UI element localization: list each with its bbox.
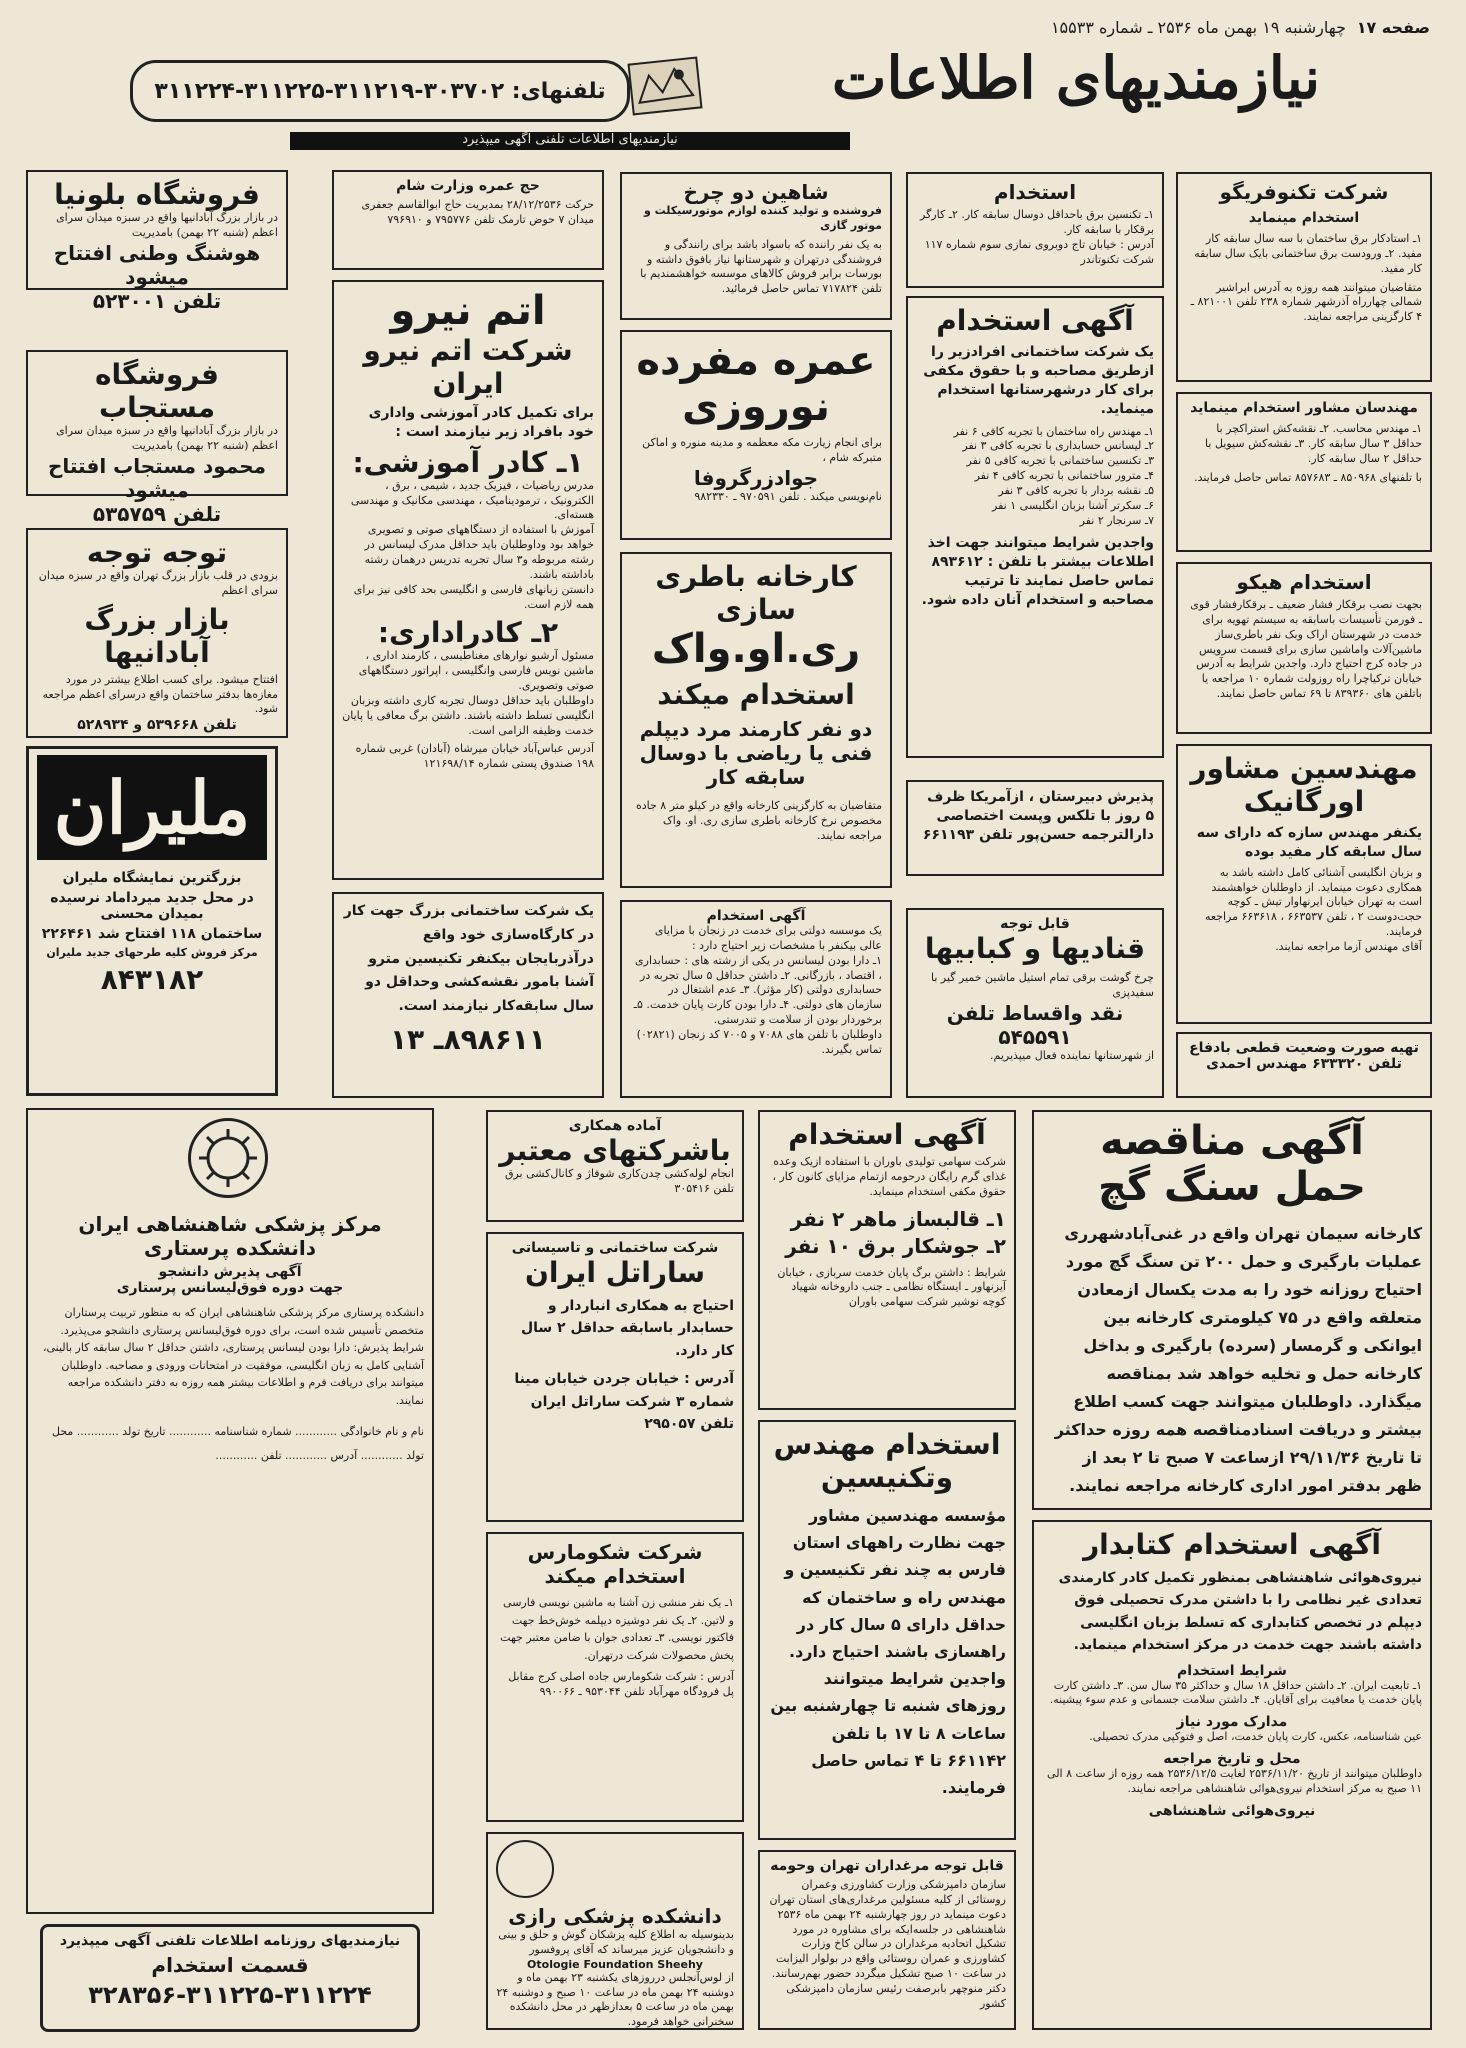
ad-list-2: ۲ـ جوشکار برق ۱۰ نفر [785,1233,1006,1258]
ad-title-2: وتکنیسین [820,1461,954,1494]
ad-list: ۱ـ مهندس محاسب. ۲ـ نقشه‌کش استراکچر با حداقل ۳ سال سابقه کار. ۳ـ نقشه‌کش سیویل با حداقل ۲ سال سابقه کار. [1205,422,1422,465]
ad-title: حج عمره وزارت شام [396,178,540,194]
ad-moshaver [1176,392,1432,552]
ad-title: شرکت شکومارس استخدام میکند [527,1540,703,1588]
ad-p5: داوطلبان باید حداقل دوسال تجربه کاری داشته وبزبان انگلیسی تسلط داشته باشند. داشتن برگ معافی یا پایان خدمت وظیفه الزامی است. [342,693,594,737]
ad-mostajab [26,350,288,526]
ad-title: آگهی استخدام [788,1118,986,1151]
ad-body: بجهت نصب برقکار فشار ضعیف ـ برقکارفشار قوی ـ فورمن تأسیسات باسابقه به سیستم تهویه برای خدمت در شهرستان اراک وبک نفر باطری‌ساز ماشین‌آلات واماشین سازی برای قسمت سرویس در جاده کرج احتیاج دارد. واجدین شرایط به آدرس خیابان ترکیاچرا راه روزولت شماره ۱۰ مراجعه یا باتلفن های ۸۳۹۳۶۰ تا ۶۹ تماس حاصل نمایند. [1190,598,1422,701]
ad-title: آماده همکاری [568,1118,662,1134]
ad-title: شرکت اتم نیرو ایران [363,334,573,400]
sub-banner: نیازمندیهای اطلاعات تلفنی آگهی میپذیرد [290,132,850,150]
atom-logo: اتم نیرو [390,288,546,334]
ad-title-2: ساراتل ایران [524,1256,706,1289]
ad-line-4: مرکز فروش کلیه طرحهای جدید ملیران [46,946,258,959]
ad-body-2: افتتاح میشود. برای کسب اطلاع بیشتر در مورد مغازه‌ها بدفتر ساختمان واقع درسرای اعظم مراجعه شود. [42,672,278,716]
ad-title: توجه توجه [86,536,228,569]
masthead-title: نیازمندیهای اطلاعات [831,44,1321,112]
ad-body-2: از لوس‌آنجلس درروزهای یکشنبه ۲۳ بهمن ماه و دوشنبه ۲۴ بهمن ماه در ساعت ۱۰ صبح و دوشنبه ۲۴ بهمن ماه در ساعت ۵ بعدازظهر در محل دانشکده سخنرانی خواهد فرمود. [496,1970,734,2029]
ad-phone: تلفن ۵۳۹۶۶۸ و ۵۲۸۹۳۴ [77,717,237,734]
ad-body: برای انجام زیارت مکه معظمه و مدینه منوره و اماکن متبرکه شام ، [642,436,882,464]
ad-heading-1: ۱ـ کادر آموزشی: [352,445,584,479]
ad-umrah [620,330,892,540]
list-item: ۶ـ سکرتر آشنا بزبان انگلیسی ۱ نفر [992,498,1154,512]
ad-body: سازمان دامپزشکی وزارت کشاورزی وعمران روستائی از کلیه مسئولین مرغداری‌های استان تهران دعوت مینماید در روز چهارشنبه ۲۴ بهمن ماه ۲۵۳۶ شاهنشاهی در جلسه‌ایکه برای مشاوره در مورد تشکیل اتحادیه مرغداران در سالن کاخ وزارت کشاورزی و عمران روستائی واقع در بولوار الیزابت در ساعت ۱۰ صبح تشکیل میگردد حضور بهم‌رسانند. [769,1878,1006,1981]
ad-big: بازار بزرگ آبادانیها [84,602,230,669]
ad-body: احتیاج به همکاری انباردار و حسابدار باسابقه حداقل ۲ سال کار دارد. [520,1298,734,1359]
bottom-banner [40,1924,420,2032]
list-item: ۴ـ مترور ساختمانی با تجربه کافی ۴ نفر [974,469,1154,483]
ad-phone: داوطلبان با تلفن های ۷۰۸۸ و ۷۰۰۵ کد زنجان (۰۲۸۲۱) تماس بگیرند. [636,1027,882,1056]
ad-list [916,425,1154,529]
ad-body: چرخ گوشت برقی تمام استیل ماشین خمیر گیر با سفیدپزی [930,971,1154,999]
ad-title-2: ری.او.واک [651,626,861,672]
ad-body: دو نفر کارمند مرد دیپلم فنی یا ریاضی با دوسال سابقه کار [639,717,873,789]
ad-kebab [906,908,1164,1098]
ad-doc-title: مدارک مورد نیاز [1176,1714,1288,1731]
ad-sub: یکنفر مهندس سازه که دارای سه سال سابقه کار مفید بوده [1196,825,1422,860]
ad-agahi-estekhdam [906,296,1164,758]
ad-title: فروشگاه مستجاب [94,358,220,424]
ad-subtitle: استخدام مینماید [1248,210,1360,226]
ad-line-1: تهیه صورت وضعیت قطعی بادفاع [1189,1040,1419,1056]
ad-list: ۱ـ تکنسین برق باحداقل دوسال سابقه کار. ۲ـ کارگر برقکار با سابقه کار. [920,208,1154,236]
ad-body: مؤسسه مهندسین مشاور جهت نظارت راههای استان فارس به چند نفر تکنیسین و مهندس راه و ساختمان که حداقل دارای ۵ سال کار در راهسازی باشند احتیاج دارد. واجدین شرایط میتوانند روزهای شنبه تا چهارشنبه بین ساعات ۸ تا ۱۷ با تلفن ۶۶۱۱۴۲ تا ۴ تماس حاصل فرمایند. [770,1506,1006,1797]
ad-phone: ۸۹۸۶۱۱ـ ۱۳ [389,1022,547,1056]
ad-title: شرکت ساختمانی و تاسیساتی [511,1240,719,1256]
melliran-logo: ملیران [37,755,267,860]
ad-address: آدرس : شرکت شکومارس جاده اصلی کرج مقابل پل فرودگاه مهرآباد تلفن ۹۵۳۰۴۴ ـ ۹۹۰۰۶۶ [508,1670,734,1699]
ad-hajj [332,170,604,270]
ad-title-2: قنادیها و کبابیها [924,932,1146,965]
ad-body: بزودی در قلب بازار بزرگ تهران واقع در سبزه میدان سرای اعظم [38,569,278,597]
ad-title: آگهی استخدام کتابدار [1083,1528,1381,1561]
ad-phone: نام‌نویسی میکند . تلفن ۹۷۰۵۹۱ ـ ۹۸۲۳۳۰ [694,489,882,503]
banner-line-1: نیازمندیهای روزنامه اطلاعات تلفنی آگهی میپذیرد [59,1933,401,1949]
ad-phone: تلفن ۵۲۳۰۰۱ [92,288,222,313]
ad-body: یک موسسه دولتی برای خدمت در زنجان با مزایای عالی بیکنفر با مشخصات زیر احتیاج دارد : [654,924,882,952]
phones-box [130,60,630,122]
ad-razi [486,1832,744,2030]
ad-place-title: محل و تاریخ مراجعه [1163,1751,1301,1768]
university-seal-icon [496,1840,554,1898]
list-item: ۱ـ مهندس راه ساختمان با تجربه کافی ۶ نفر [953,424,1154,438]
ad-body: حرکت ۲۸/۱۲/۲۵۳۶ بمدیریت حاج ابوالقاسم جعفری میدان ۷ حوض تارمک تلفن ۷۹۵۷۷۶ و ۷۹۶۹۱۰ [361,198,594,226]
ad-body: شرایط : داشتن برگ پایان خدمت سربازی ، خیابان آیزنهاور ـ ایستگاه نظامی ـ جنب داروخانه شهیاد کوچه نوشیر شرکت سهامی باوران [777,1265,1006,1309]
ad-title: آگهی پذیرش دانشجو [158,1264,302,1280]
ad-org: مرکز پزشکی شاهنشاهی ایران [78,1212,382,1236]
ad-form: نام و نام خانوادگی ............ شماره شناسنامه ............ تاریخ تولد ............ محل تولد ............ آدرس ............ تلفن ............ [51,1424,424,1462]
ad-title: عمره مفرده [636,338,876,384]
ad-line-1: بزرگترین نمایشگاه ملیران [62,870,242,886]
ad-intro: برای تکمیل کادر آموزشی واداری خود بافراد زیر نیازمند است : [368,405,594,440]
ad-body: در بازار بزرگ آبادانیها واقع در سبزه میدان سرای اعظم (شنبه ۲۲ بهمن) بامدیریت [56,424,278,452]
list-item: ۳ـ تکنسین ساختمانی با تجربه کافی ۵ نفر [966,454,1154,468]
ad-body: و بزبان انگلیسی آشنائی کامل داشته باشد به همکاری دعوت مینماید. از داوطلبان خواهشمند است به تهران خیابان ایرنهاوار تیش ـ کوچه حجت‌دوست ۲ ، تلفن ۶۶۳۵۳۷ ، ۶۶۳۶۱۸ مراجعه فرمایند. [1204,865,1422,939]
ad-heko [1176,562,1432,734]
ad-list: ۱ـ استادکار برق ساختمان با سه سال سابقه کار مفید. ۲ـ ورودست برق ساختمانی بایک سال سابقه کار مفید. [1194,232,1422,275]
ad-body: واجدین شرایط میتوانند جهت اخذ اطلاعات بیشتر با تلفن : ۸۹۳۶۱۲ تماس حاصل نمایند تا ترتیب مصاحبه و استخدام آنان داده شود. [921,535,1154,609]
ad-tavajoh [26,528,288,738]
ad-name: جوادزرگروفا [693,465,819,490]
ad-tender [1032,1110,1432,1510]
ad-title: مهندسان مشاور استخدام مینماید [1190,400,1418,416]
page-header [0,0,1466,150]
ad-title: مهندسین مشاور [1190,752,1418,785]
ad-body: یک شرکت ساختمانی بزرگ جهت کار در کارگاه‌سازی خود واقع درآذربایجان بیکنفر تکنیسین مترو آشنا بامور نقشه‌کشی وحداقل دو سال سابقه‌کار نیازمند است. [343,903,594,1015]
ad-foot: آقای مهندس آزما مراجعه نمایند. [1275,940,1422,953]
ad-address: آدرس عباس‌آباد خیابان میرشاه (آبادان) غربی شماره ۱۹۸ صندوق پستی شماره ۱۲۱۶۹۸/۱۴ [355,742,594,771]
ad-hamkari [486,1110,744,1222]
phones-text: تلفنهای: ۳۰۳۷۰۲-۳۱۱۲۱۹-۳۱۱۲۲۵-۳۱۱۲۲۴ [154,78,606,104]
ad-title: قابل توجه مرغداران تهران وحومه [770,1858,1004,1874]
ad-list-1: ۱ـ قالبساز ماهر ۲ نفر [790,1206,1006,1231]
ad-bolonia [26,170,288,313]
ad-phone: ۸۴۳۱۸۲ [100,963,204,996]
ad-baran [758,1110,1016,1410]
ad-body-1: بدینوسیله به اطلاع کلیه پزشکان گوش و حلق و بینی و دانشجویان عزیز میرساند که آقای پروفسور [498,1928,734,1956]
ad-body-2: به یک نفر راننده که باسواد باشد برای رانندگی و فروشندگی درتهران و شهرستانها نیاز بافوق داشته و بورسات برابر فروش کالاهای موسسه خواهشمندیم با تلفن ۷۱۷۸۲۴ تماس حاصل فرمائید. [640,237,882,296]
ad-p2: آموزش با استفاده از دستگاههای صوتی و تصویری خواهد بود وداوطلبان باید حداقل مدرک لیسانس در رشته مربوطه و۳ سال تجربه تدریس درهمان رشته باداشته باشند. [364,523,594,581]
ad-body: انجام لوله‌کشی چدن‌کاری شوفاژ و کانال‌کشی برق تلفن ۳۰۵۴۱۶ [504,1167,734,1195]
list-item: ۲ـ لیسانس حسابداری با تجربه کافی ۳ نفر [962,439,1154,453]
ad-line-2: تلفن ۶۳۳۳۲۰ مهندس احمدی [1206,1056,1402,1072]
ad-title: آگهی استخدام [706,908,806,924]
banner-line-2: قسمت استخدام [151,1953,309,1977]
ad-body: دانشکده پرستاری مرکز پزشکی شاهنشاهی ایران که به منظور تربیت پرستاران متخصص تأسیس شده است، برای دوره فوق‌لیسانس پرستاری دانشجو می‌پذیرد. شرایط پذیرش: دارا بودن لیسانس پرستاری، داشتن حداقل ۲ سال سابقه کار بالینی، آشنایی کامل به زبان انگلیسی، موفقیت در امتحانات ورودی و مصاحبه. داوطلبان میتوانند برای دریافت فرم و اطلاعات بیشتر همه روزه به دفتر دانشکده مراجعه نمایند. [42,1306,424,1407]
ad-line-3: ساختمان ۱۱۸ افتتاح شد ۲۲۶۴۶۱ [41,926,263,942]
ad-shokomars [486,1532,744,1822]
ad-title-2: حمل سنگ گچ [1098,1164,1366,1210]
ad-saratel [486,1232,744,1522]
ad-line-2: در محل جدید میرداماد نرسیده بمیدان محسنی [50,890,254,922]
ad-heading-2: ۲ـ کادراداری: [377,616,559,650]
ad-atom [332,280,604,880]
ad-foot: از شهرستانها نماینده فعال میپذیریم. [990,1048,1154,1062]
ad-title: قابل توجه [1000,916,1070,932]
ad-body: کارخانه سیمان تهران واقع در غنی‌آبادشهرری عملیات بارگیری و حمل ۲۰۰ تن سنگ گچ مورد احتیاج روزانه خود را به مدت یکسال ازمعادن متعلقه واقع در ۷۵ کیلومتری کارخانه بین ایوانکی و گرمسار (سرده) بارگیری و بداخل کارخانه حمل و تخلیه خواهد شد بمناقصه میگذارد. داوطلبان میتوانند جهت کسب اطلاع بیشتر و دریافت اسنادمناقصه همه روزه حداکثر تا تاریخ ۲۹/۱۱/۳۶ ازساعت ۷ صبح تا ۲ بعد از ظهر بدفتر امور اداری کارخانه مراجعه نمایند. [1054,1224,1422,1495]
ad-english: Otologie Foundation Sheehy [527,1957,703,1971]
ad-body-1: فروشنده و تولید کننده لوازم موتورسیکلت و موتور گازی [643,204,882,232]
ad-cond: ۱ـ تابعیت ایران. ۲ـ داشتن حداقل ۱۸ سال و حداکثر ۳۵ سال سن. ۳ـ داشتن کارت پایان خدمت یا معافیت برای آقایان. ۴ـ داشتن سلامت جسمانی و عدم سوء پیشینه. [1049,1678,1422,1707]
ad-title: آگهی استخدام [936,304,1134,337]
list-item: ۵ـ نقشه بردار با تجربه کافی ۳ نفر [998,483,1154,497]
ad-title: دانشکده پزشکی رازی [508,1904,722,1928]
ad-title-2: باشرکتهای معتبر [499,1134,731,1167]
ad-ahmadi [1176,1032,1432,1098]
ad-intro: نیروی‌هوائی شاهنشاهی بمنظور تکمیل کادر کارمندی تعدادی غیر نظامی را با داشتن مدرک تحصیلی فوق دیپلم در تخصص کتابداری که تسلط بزبان انگلیسی داشته باشند جهت خدمت در مرکز استخدام مینماید. [1058,1570,1422,1654]
ad-p3: دانستن زبانهای فارسی و انگلیسی بحد کافی نیز برای همه لازم است. [353,582,594,611]
ad-phone: با تلفنهای ۸۵۰۹۶۸ ـ ۸۵۷۶۸۳ تماس حاصل فرمایند. [1194,470,1422,484]
ad-school [906,780,1164,876]
issue-date: چهارشنبه ۱۹ بهمن ماه ۲۵۳۶ ـ شماره ۱۵۵۳۳ [1050,18,1346,37]
ad-p4: مسئول آرشیو نوارهای مغناطیسی ، کارمند اداری ، ماشین نویس فارسی وانگلیسی ، اپراتور دستگاههای صوتی وتصویری. [358,649,594,693]
ad-body: متقاضیان میتوانند همه روزه به آدرس ابراشیر شمالی چهارراه آذرشهر شماره ۲۳۸ تلفن ۸۲۱۰۰۱ ـ ۴ کارگزینی مراجعه نمایند. [1190,280,1422,324]
ad-techno [906,172,1164,288]
ad-body: در بازار بزرگ آبادانیها واقع در سبزه میدان سرای اعظم (شنبه ۲۲ بهمن) بامدیریت [56,211,278,239]
ad-phone: نقد واقساط تلفن ۵۴۵۵۹۱ [946,1000,1124,1049]
ad-title: استخدام [993,180,1077,204]
ad-title-2: جهت دوره فوق‌لیسانس پرستاری [116,1280,344,1296]
ad-sub: استخدام میکند [657,678,855,711]
ad-title: فروشگاه بلونیا [54,178,260,211]
ad-title: آگهی مناقصه [1100,1118,1364,1164]
banner-phone: ۳۲۸۳۵۶-۳۱۱۲۲۵-۳۱۱۲۲۴ [88,1981,372,2009]
ad-school: دانشکده پرستاری [143,1236,317,1260]
ad-sign: نیروی‌هوائی شاهنشاهی [1148,1802,1316,1819]
ad-foot: متقاضیان به کارگزینی کارخانه واقع در کیلو متر ۸ جاده مخصوص نرخ کارخانه باطری سازی ری. او. واک مراجعه نمایند. [635,799,882,842]
ad-organic [1176,744,1432,1024]
ad-librarian [1032,1520,1432,2030]
ad-azerbaijan [332,892,604,1098]
ad-engineer [758,1420,1016,1840]
ad-title-2: نوروزی [682,384,830,430]
ad-list: ۱ـ دارا بودن لیسانس در یکی از رشته های : حسابداری ، اقتصاد ، بازرگانی. ۲ـ داشتن حداقل ۵ سال تجربه در حسابداری دولتی (کار مؤثر). ۳ـ عدم اشتغال در سازمان های دولتی. ۴ـ دارا بودن کارت پایان خدمت. ۵ـ برخوردار بودن از سلامت و تندرستی. [633,953,882,1027]
ad-cond-title: شرایط استخدام [1177,1662,1287,1679]
ad-doc: عین شناسنامه، عکس، کارت پایان خدمت، اصل و فتوکپی مدرک تحصیلی. [1089,1730,1422,1744]
ad-battery [620,552,892,888]
ad-title: استخدام مهندس [773,1428,1001,1461]
ad-body: پذیرش دبیرستان ، ازآمریکا ظرف ۵ روز با تلکس وپست اختصاصی دارالترجمه حسن‌پور تلفن ۶۶۱۱۹۳ [922,789,1154,843]
ad-nursing [26,1108,434,1914]
ad-address: آدرس : خیابان جردن خیابان مینا شماره ۳ شرکت ساراتل ایران تلفن ۲۹۵۰۵۷ [514,1371,734,1432]
ad-name: محمود مستجاب افتتاح میشود [47,453,267,502]
ad-sign: دکتر منوچهر بابرصفت رئیس سازمان دامپزشکی کشور [786,1981,1006,2010]
ad-melliran [26,746,278,1096]
ad-zanjan [620,900,892,1098]
newspaper-logo-icon [630,59,701,114]
ad-title: کارخانه باطری سازی [655,560,857,626]
list-item: ۷ـ سرنجار ۲ نفر [1079,513,1154,527]
ad-title-2: اورگانیک [1243,785,1365,818]
ad-name: هوشنگ وطنی افتتاح میشود [53,240,261,289]
ad-place: داوطلبان میتوانند از تاریخ ۲۵۳۶/۱۱/۲۰ لغایت ۲۵۳۶/۱۲/۵ همه روزه از ساعت ۸ الی ۱۱ صبح به مرکز استخدام نیروی‌هوائی شاهنشاهی مراجعه نمایند. [1047,1767,1422,1795]
ad-title: شرکت تکنوفریگو [1219,180,1389,204]
ad-technofrigo [1176,172,1432,382]
masthead-logo [627,56,702,115]
lion-emblem-icon [188,1118,268,1198]
ad-p1: مدرس ریاضیات ، فیزیک جدید ، شیمی ، برق ، الکترونیک ، ترمودینامیک ، مهندسی مکانیک و مهندسی هسته‌ای. [350,478,594,522]
ad-title: استخدام هیکو [1236,570,1372,594]
ad-list: ۱ـ یک نفر منشی زن آشنا به ماشین نویسی فارسی و لاتین. ۲ـ یک نفر دوشیزه دیپلمه خوش‌خط جهت فاکتور نویسی. ۳ـ تعدادی جوان با ضامن معتبر جهت پخش محصولات شرکت درتهران. [500,1596,734,1662]
ad-intro: یک شرکت ساختمانی افرادزیر را ازطریق مصاحبه و با حقوق مکفی برای کار درشهرستانها استخدام مینماید. [923,344,1154,417]
ad-ranchers [758,1850,1016,2030]
ad-address: آدرس : خیابان تاج دوبروی نمازی سوم شماره ۱۱۷ شرکت تکنوتاندر [924,237,1154,266]
ad-title: شاهین دو چرخ [683,180,829,204]
page-number: صفحه ۱۷ [1356,18,1430,37]
ad-shahin [620,172,892,320]
ad-phone: تلفن ۵۳۵۷۵۹ [92,501,222,526]
ad-intro: شرکت سهامی تولیدی باوران با استفاده ازیک وعده غذای گرم رایگان درحومه ازتمام مزایای کانون کار ، حقوق مکفی استخدام مینماید. [772,1155,1006,1198]
